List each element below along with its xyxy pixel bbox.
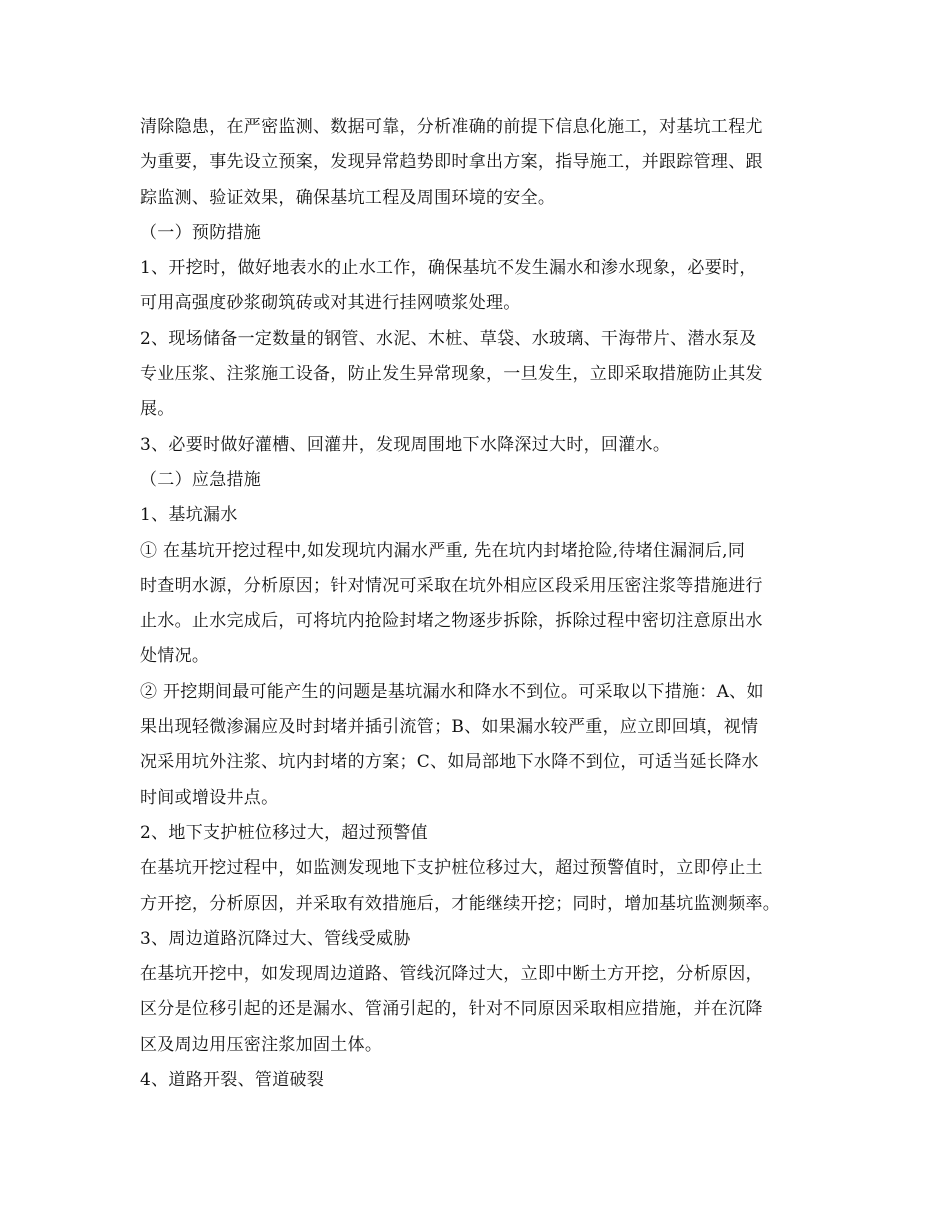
subheading-road-settlement: 3、周边道路沉降过大、管线受威胁: [140, 928, 411, 949]
document-page: [140, 110, 830, 1098]
paragraph-line: 展。: [140, 399, 175, 420]
paragraph-line: ② 开挖期间最可能产生的问题是基坑漏水和降水不到位。可采取以下措施：A、如: [140, 681, 764, 702]
paragraph-line: 时查明水源，分析原因；针对情况可采取在坑外相应区段采用压密注浆等措施进行: [140, 575, 763, 596]
paragraph-line: 3、必要时做好灌槽、回灌井，发现周围地下水降深过大时，回灌水。: [140, 434, 671, 455]
section-heading-emergency: （二）应急措施: [140, 469, 262, 490]
section-heading-prevention: （一）预防措施: [140, 222, 262, 243]
paragraph-line: 况采用坑外注浆、坑内封堵的方案；C、如局部地下水降不到位，可适当延长降水: [140, 752, 759, 773]
paragraph-line: 时间或增设井点。: [140, 787, 279, 808]
paragraph-line: 1、开挖时，做好地表水的止水工作，确保基坑不发生漏水和渗水现象，必要时，: [140, 258, 757, 279]
paragraph-line: 果出现轻微渗漏应及时封堵并插引流管；B、如果漏水较严重，应立即回填，视情: [140, 717, 759, 738]
paragraph-line: 区及周边用压密注浆加固土体。: [140, 1034, 383, 1055]
subheading-pit-leakage: 1、基坑漏水: [140, 505, 238, 526]
paragraph-line: 为重要，事先设立预案，发现异常趋势即时拿出方案，指导施工，并跟踪管理、跟: [140, 152, 763, 173]
paragraph-line: 2、现场储备一定数量的钢管、水泥、木桩、草袋、水玻璃、干海带片、潜水泵及: [140, 328, 757, 349]
paragraph-line: ① 在基坑开挖过程中,如发现坑内漏水严重, 先在坑内封堵抢险,待堵住漏洞后,同: [140, 540, 746, 561]
subheading-road-cracking: 4、道路开裂、管道破裂: [140, 1070, 325, 1091]
subheading-pile-displacement: 2、地下支护桩位移过大，超过预警值: [140, 822, 428, 843]
paragraph-line: 处情况。: [140, 646, 210, 667]
paragraph-line: 止水。止水完成后，可将坑内抢险封堵之物逐步拆除，拆除过程中密切注意原出水: [140, 611, 763, 632]
paragraph-line: 可用高强度砂浆砌筑砖或对其进行挂网喷浆处理。: [140, 293, 521, 314]
paragraph-line: 区分是位移引起的还是漏水、管涌引起的，针对不同原因采取相应措施，并在沉降: [140, 999, 763, 1020]
paragraph-line: 方开挖，分析原因，并采取有效措施后，才能继续开挖；同时，增加基坑监测频率。: [140, 893, 781, 914]
paragraph-line: 踪监测、验证效果，确保基坑工程及周围环境的安全。: [140, 187, 556, 208]
paragraph-line: 在基坑开挖过程中，如监测发现地下支护桩位移过大，超过预警值时，立即停止土: [140, 858, 763, 879]
paragraph-line: 清除隐患，在严密监测、数据可靠，分析准确的前提下信息化施工，对基坑工程尤: [140, 117, 763, 137]
paragraph-line: 在基坑开挖中，如发现周边道路、管线沉降过大，立即中断土方开挖，分析原因，: [140, 964, 763, 985]
paragraph-line: 专业压浆、注浆施工设备，防止发生异常现象，一旦发生，立即采取措施防止其发: [140, 364, 763, 385]
